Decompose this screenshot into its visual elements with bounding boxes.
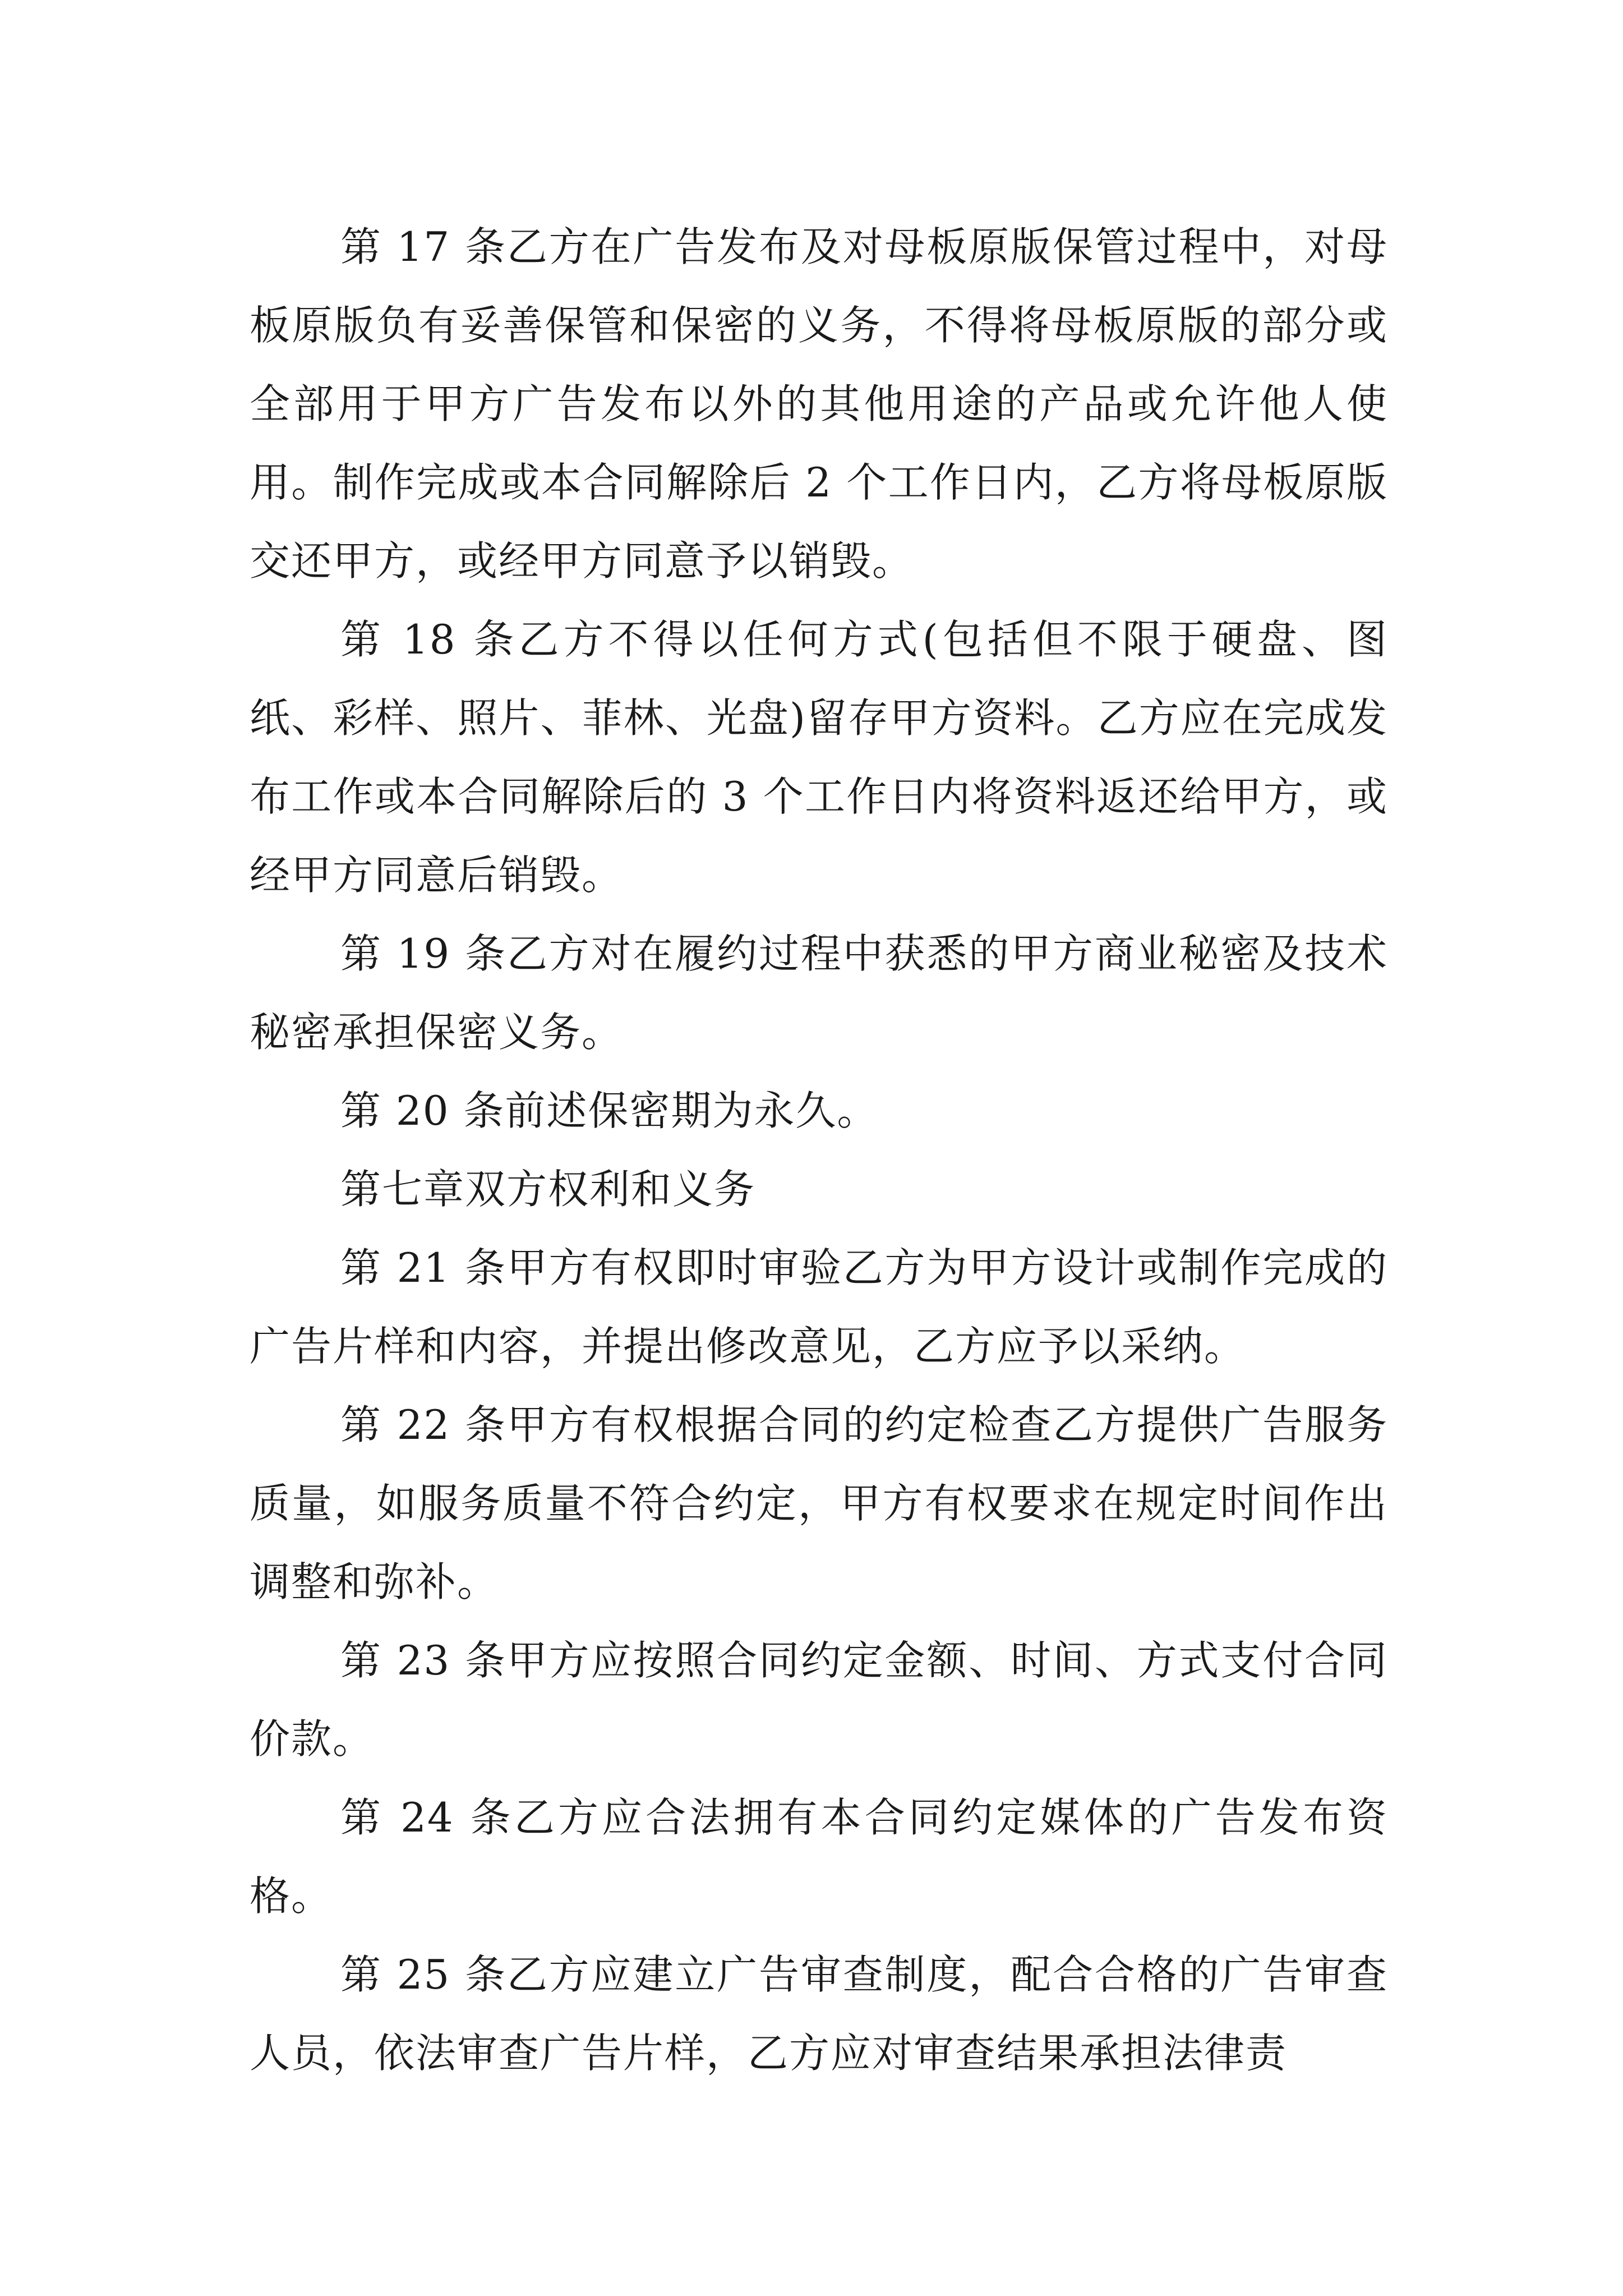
article-21: 第 21 条甲方有权即时审验乙方为甲方设计或制作完成的广告片样和内容，并提出修改意见，乙方应予以采纳。 — [250, 1244, 1388, 1370]
document-page — [250, 208, 1388, 2092]
article-20: 第 20 条前述保密期为永久。 — [340, 1087, 879, 1134]
article-24: 第 24 条乙方应合法拥有本合同约定媒体的广告发布资格。 — [250, 1794, 1388, 1920]
article-22: 第 22 条甲方有权根据合同的约定检查乙方提供广告服务质量，如服务质量不符合约定，甲方有权要求在规定时间作出调整和弥补。 — [250, 1401, 1388, 1605]
article-17: 第 17 条乙方在广告发布及对母板原版保管过程中，对母板原版负有妥善保管和保密的义务，不得将母板原版的部分或全部用于甲方广告发布以外的其他用途的产品或允许他人使用。制作完成或本合同解除后 2 个工作日内，乙方将母板原版交还甲方，或经甲方同意予以销毁。 — [250, 223, 1388, 585]
article-18: 第 18 条乙方不得以任何方式(包括但不限于硬盘、图纸、彩样、照片、菲林、光盘)留存甲方资料。乙方应在完成发布工作或本合同解除后的 3 个工作日内将资料返还给甲方，或经甲方同意后销毁。 — [250, 616, 1388, 899]
article-25: 第 25 条乙方应建立广告审查制度，配合合格的广告审查人员，依法审查广告片样，乙方应对审查结果承担法律责 — [250, 1951, 1388, 2077]
article-19: 第 19 条乙方对在履约过程中获悉的甲方商业秘密及技术秘密承担保密义务。 — [250, 930, 1388, 1056]
chapter-7-heading: 第七章双方权利和义务 — [340, 1166, 756, 1213]
article-23: 第 23 条甲方应按照合同约定金额、时间、方式支付合同价款。 — [250, 1637, 1388, 1763]
